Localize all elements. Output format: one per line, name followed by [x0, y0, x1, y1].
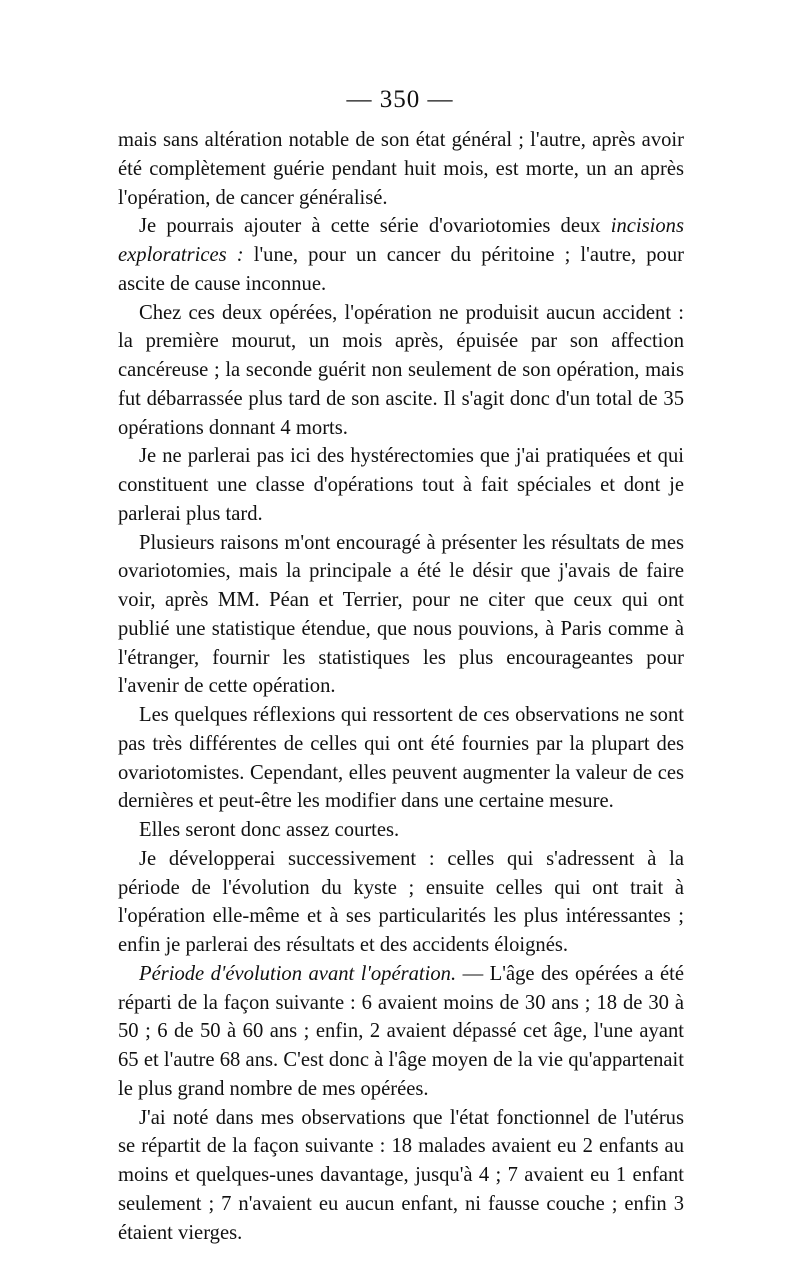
- paragraph-1: mais sans altération notable de son état général ; l'autre, après avoir été complètement guérie pendant huit mois, est morte, un an après l'opération, de cancer généralisé.: [118, 129, 684, 209]
- page-number: — 350 —: [346, 86, 454, 113]
- paragraph-2-italic: incisions exploratrices :: [118, 215, 684, 266]
- paragraph-2: [118, 212, 684, 298]
- paragraph-9-italic: Période d'évolution avant l'opération.: [139, 962, 457, 985]
- paragraph-10: J'ai noté dans mes observations que l'état fonctionnel de l'utérus se répartit de la façon suivante : 18 malades avaient eu 2 enfants au moins et quelques-unes davantage, jusqu'à 4 ; 7 avaient eu 1 enfant seulement ; 7 n'avaient eu aucun enfant, ni fausse couche ; enfin 3 étaient vierges.: [118, 1106, 684, 1244]
- paragraph-8: Je développerai successivement : celles qui s'adressent à la période de l'évolution du kyste ; ensuite celles qui ont trait à l'opération elle-même et à ses particularités les plus intéressantes ; enfin je parlerai des résultats et des accidents éloignés.: [118, 847, 684, 956]
- paragraph-2-before: Je pourrais ajouter à cette série d'ovariotomies deux: [139, 215, 611, 238]
- paragraph-9-after: — L'âge des opérées a été réparti de la façon suivante : 6 avaient moins de 30 ans ; 18 de 30 à 50 ; 6 de 50 à 60 ans ; enfin, 2 avaient dépassé cet âge, l'une ayant 65 et l'autre 68 ans. C'est donc à l'âge moyen de la vie qu'appartenait le plus grand nombre de mes opérées.: [118, 962, 684, 1100]
- paragraph-5: Plusieurs raisons m'ont encouragé à présenter les résultats de mes ovariotomies, mais la principale a été le désir que j'avais de faire voir, après MM. Péan et Terrier, pour ne citer que ceux qui ont publié une statistique étendue, que nous pouvions, à Paris comme à l'étranger, fournir les statistiques les plus encourageantes pour l'avenir de cette opération.: [118, 531, 684, 698]
- paragraph-3: Chez ces deux opérées, l'opération ne produisit aucun accident : la première mourut, un mois après, épuisée par son affection cancéreuse ; la seconde guérit non seulement de son opération, mais fut débarrassée plus tard de son ascite. Il s'agit donc d'un total de 35 opérations donnant 4 morts.: [118, 301, 684, 439]
- paragraph-2-after: l'une, pour un cancer du péritoine ; l'autre, pour ascite de cause inconnue.: [118, 244, 684, 295]
- paragraph-7: Elles seront donc assez courtes.: [139, 819, 400, 841]
- paragraph-6: Les quelques réflexions qui ressortent de ces observations ne sont pas très différentes de celles qui ont été fournies par la plupart des ovariotomistes. Cependant, elles peuvent augmenter la valeur de ces dernières et peut-être les modifier dans une certaine mesure.: [118, 704, 684, 813]
- body-text: [118, 126, 684, 1247]
- paragraph-4: Je ne parlerai pas ici des hystérectomies que j'ai pratiquées et qui constituent une classe d'opérations tout à fait spéciales et dont je parlerai plus tard.: [118, 445, 684, 525]
- paragraph-9: [118, 960, 684, 1104]
